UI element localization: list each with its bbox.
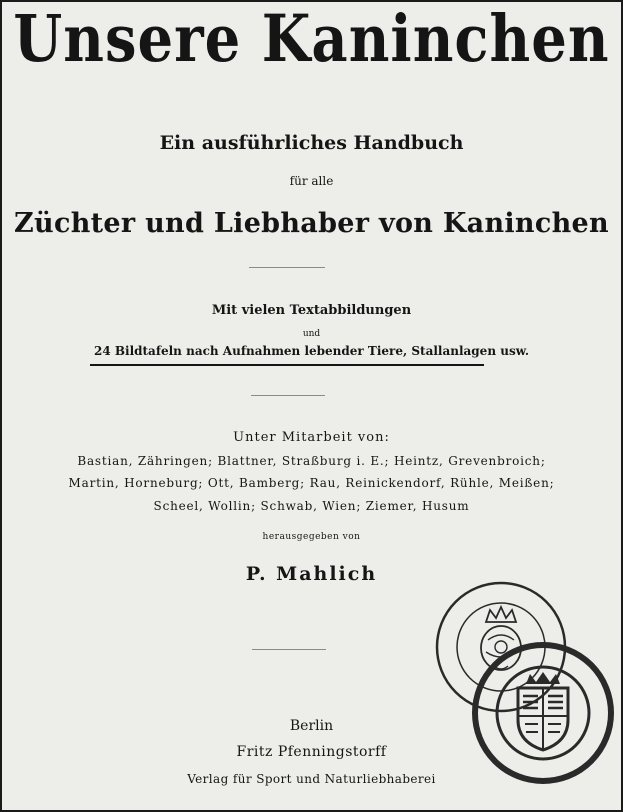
editor-name: P. Mahlich: [245, 563, 378, 585]
divider-rule: [252, 649, 326, 650]
plates-underline: [90, 364, 484, 366]
shield-coat-of-arms-icon: [518, 672, 568, 750]
illustrations-text: Mit vielen Textabbildungen: [211, 303, 412, 318]
publisher-name: Fritz Pfenningstorff: [236, 744, 387, 760]
plates-text: 24 Bildtafeln nach Aufnahmen lebender Tiere, Stallanlagen usw.: [93, 344, 530, 358]
publisher-description: Verlag für Sport und Naturliebhaberei: [187, 772, 436, 786]
collaboration-heading: Unter Mitarbeit von:: [233, 430, 390, 445]
divider-rule: [249, 267, 325, 268]
publisher-city: Berlin: [289, 718, 334, 734]
hohenheim-seal-stamp: [470, 638, 616, 788]
audience-text: Züchter und Liebhaber von Kaninchen: [14, 208, 609, 239]
divider-rule: [251, 395, 325, 396]
book-subtitle: Ein ausführliches Handbuch: [159, 132, 464, 154]
edited-by-text: herausgegeben von: [262, 532, 361, 542]
contributors-line: Martin, Horneburg; Ott, Bamberg; Rau, Reinickendorf, Rühle, Meißen;: [68, 476, 555, 490]
book-title: Unsere Kaninchen: [13, 1, 610, 77]
contributors-line: Bastian, Zähringen; Blattner, Straßburg i. E.; Heintz, Grevenbroich;: [77, 454, 546, 468]
and-text: und: [302, 329, 321, 339]
contributors-line: Scheel, Wollin; Schwab, Wien; Ziemer, Husum: [153, 499, 470, 513]
for-all-text: für alle: [289, 174, 334, 188]
